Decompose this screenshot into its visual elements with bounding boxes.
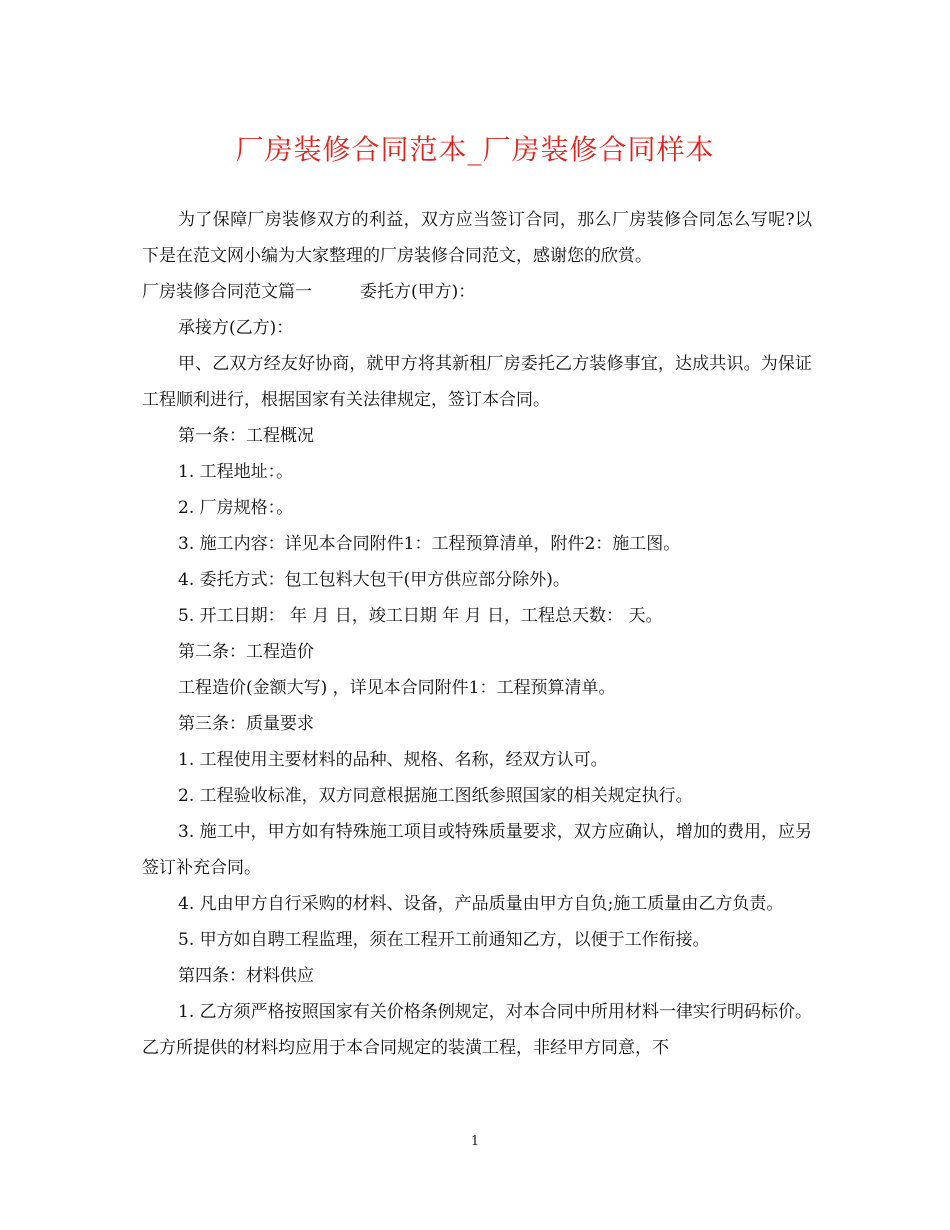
article-1-item: 5. 开工日期： 年 月 日，竣工日期 年 月 日，工程总天数： 天。 bbox=[178, 606, 663, 626]
intro-paragraph: 为了保障厂房装修双方的利益，双方应当签订合同，那么厂房装修合同怎么写呢?以下是在范文网小编为大家整理的厂房装修合同范文，感谢您的欣赏。 bbox=[142, 210, 812, 266]
article-1-item: 3. 施工内容：详见本合同附件1：工程预算清单，附件2：施工图。 bbox=[178, 534, 681, 554]
document-title: 厂房装修合同范本_厂房装修合同样本 bbox=[235, 133, 715, 166]
article-3-item: 3. 施工中，甲方如有特殊施工项目或特殊质量要求，双方应确认，增加的费用，应另签订补充合同。 bbox=[142, 822, 812, 878]
party-b-label: 承接方(乙方)： bbox=[178, 318, 294, 338]
article-3-item: 1. 工程使用主要材料的品种、规格、名称，经双方认可。 bbox=[178, 750, 608, 770]
article-3-item: 4. 凡由甲方自行采购的材料、设备，产品质量由甲方自负;施工质量由乙方负责。 bbox=[178, 894, 784, 914]
page-number: 1 bbox=[470, 1134, 480, 1149]
article-3-heading: 第三条：质量要求 bbox=[178, 714, 314, 734]
document-body bbox=[142, 202, 812, 1066]
article-3-item: 2. 工程验收标准，双方同意根据施工图纸参照国家的相关规定执行。 bbox=[178, 786, 693, 806]
sample-header-line bbox=[142, 274, 812, 310]
article-1-item: 1. 工程地址：。 bbox=[178, 462, 294, 482]
party-a-label: 委托方(甲方)： bbox=[360, 282, 476, 302]
article-4-heading: 第四条：材料供应 bbox=[178, 966, 314, 986]
article-2-text: 工程造价(金额大写) ，详见本合同附件1：工程预算清单。 bbox=[178, 678, 616, 698]
sample-label: 厂房装修合同范文篇一 bbox=[142, 282, 312, 302]
article-4-item: 1. 乙方须严格按照国家有关价格条例规定，对本合同中所用材料一律实行明码标价。乙方所提供的材料均应用于本合同规定的装潢工程，非经甲方同意，不 bbox=[142, 1002, 812, 1058]
article-1-item: 2. 厂房规格：。 bbox=[178, 498, 294, 518]
article-3-item: 5. 甲方如自聘工程监理，须在工程开工前通知乙方，以便于工作衔接。 bbox=[178, 930, 710, 950]
preamble-paragraph: 甲、乙双方经友好协商，就甲方将其新租厂房委托乙方装修事宜，达成共识。为保证工程顺利进行，根据国家有关法律规定，签订本合同。 bbox=[142, 354, 812, 410]
article-2-heading: 第二条：工程造价 bbox=[178, 642, 314, 662]
article-1-heading: 第一条：工程概况 bbox=[178, 426, 314, 446]
article-1-item: 4. 委托方式：包工包料大包干(甲方供应部分除外)。 bbox=[178, 570, 570, 590]
